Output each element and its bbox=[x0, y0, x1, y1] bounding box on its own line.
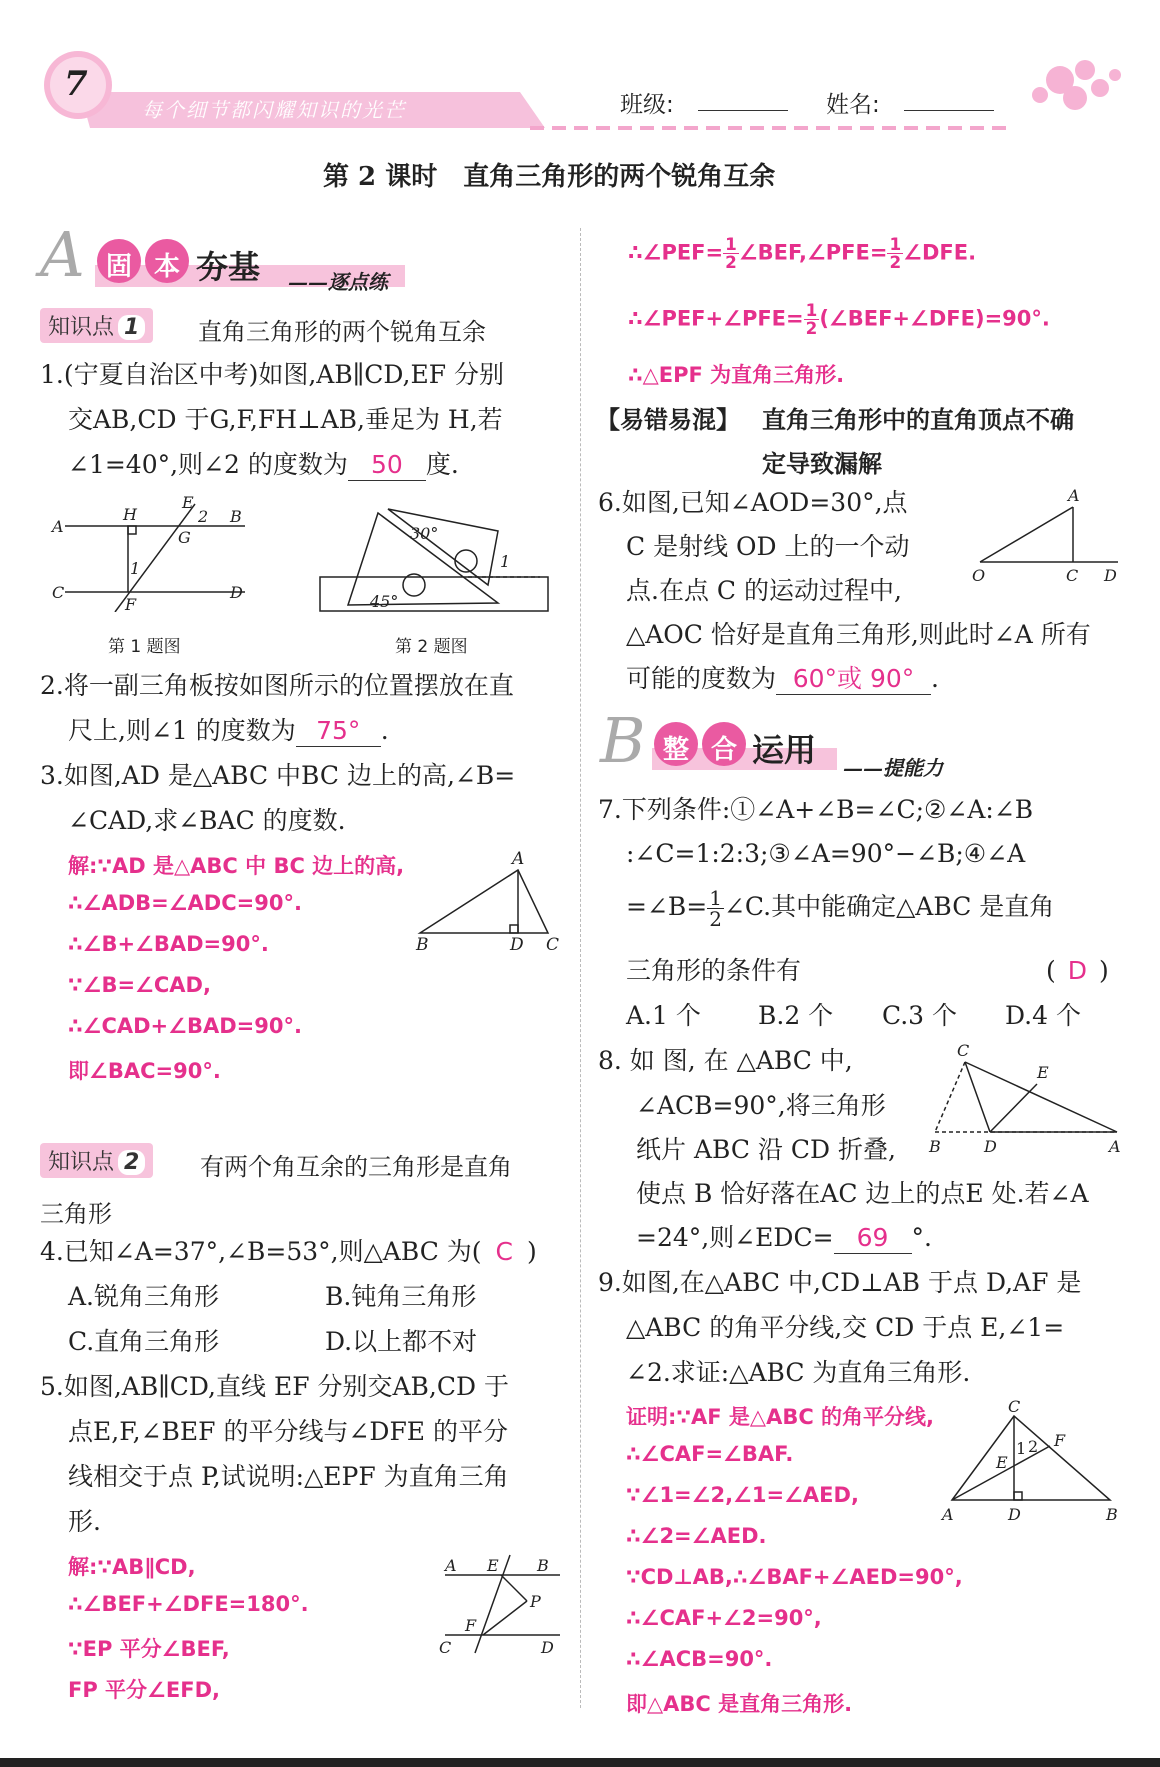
fig5-label-F: F bbox=[465, 1616, 477, 1635]
frac-den: 2 bbox=[889, 251, 902, 272]
q7-option-d: D.4 个 bbox=[1005, 1001, 1081, 1030]
fig5-label-C: C bbox=[439, 1638, 452, 1657]
frac-num: 1 bbox=[805, 300, 818, 320]
q8-line2: ∠ACB=90°,将三角形 bbox=[636, 1091, 886, 1120]
kp-title-cont: 三角形 bbox=[40, 1200, 112, 1228]
q9-solution-line: ∴∠CAF+∠2=90°, bbox=[626, 1606, 822, 1630]
q7-option-a: A.1 个 bbox=[626, 1001, 701, 1030]
class-field[interactable] bbox=[698, 110, 788, 111]
section-title: 运用 bbox=[752, 731, 817, 769]
q7-text: ∠C.其中能确定△ABC 是直角 bbox=[723, 892, 1055, 921]
q7-answer-bracket: ( D ) bbox=[1046, 956, 1109, 985]
q9-solution-line: 证明:∵AF 是△ABC 的角平分线, bbox=[626, 1405, 935, 1429]
q6-text: 可能的度数为 bbox=[626, 664, 777, 693]
figure-6 bbox=[970, 485, 1120, 585]
section-letter: A bbox=[40, 218, 85, 291]
fig1-label-H: H bbox=[123, 505, 137, 524]
q7-line4: 三角形的条件有 bbox=[626, 956, 802, 985]
q9-line1: 9.如图,在△ABC 中,CD⊥AB 于点 D,AF 是 bbox=[598, 1268, 1082, 1297]
name-label: 姓名: bbox=[826, 92, 880, 118]
frac-num: 1 bbox=[889, 234, 902, 254]
kp-label: 知识点 bbox=[48, 1150, 115, 1175]
q9-solution-line: ∵CD⊥AB,∴∠BAF+∠AED=90°, bbox=[626, 1565, 963, 1589]
q6-line4: △AOC 恰好是直角三角形,则此时∠A 所有 bbox=[626, 620, 1091, 649]
kp-title: 有两个角互余的三角形是直角 bbox=[200, 1153, 512, 1181]
fig9-label-B: B bbox=[1106, 1505, 1118, 1524]
q2-text-end: . bbox=[380, 716, 389, 745]
mistake-tag: 【易错易混】 bbox=[596, 406, 740, 434]
fig9-label-C: C bbox=[1008, 1398, 1021, 1416]
kp-title: 直角三角形的两个锐角互余 bbox=[198, 318, 486, 346]
name-field[interactable] bbox=[904, 110, 994, 111]
q6-line5 bbox=[626, 664, 939, 695]
q3-solution-line: ∴∠B+∠BAD=90°. bbox=[68, 932, 269, 956]
q5-solution-line: FP 平分∠EFD, bbox=[68, 1678, 220, 1702]
section-char-2: 合 bbox=[711, 735, 738, 765]
fig6-label-D: D bbox=[1104, 566, 1117, 585]
section-subtitle: ——提能力 bbox=[843, 756, 943, 780]
q7-text: =∠B= bbox=[626, 892, 708, 921]
sol-text: ∠DFE. bbox=[903, 240, 977, 265]
section-title: 夯基 bbox=[196, 248, 261, 286]
q5-solution-line: ∴△EPF 为直角三角形. bbox=[628, 363, 845, 387]
fig6-label-O: O bbox=[972, 566, 986, 585]
fig1-label-D: D bbox=[230, 583, 243, 602]
frac-den: 2 bbox=[805, 317, 818, 338]
fig8-label-C: C bbox=[957, 1041, 970, 1060]
page-number: 7 bbox=[64, 64, 88, 104]
fig8-label-E: E bbox=[1037, 1063, 1049, 1082]
q4-text-end: ) bbox=[527, 1237, 537, 1266]
q1-line3 bbox=[68, 450, 459, 481]
frac-num: 1 bbox=[709, 886, 722, 910]
figure-9 bbox=[940, 1398, 1120, 1528]
fig1-label-B: B bbox=[230, 507, 242, 526]
fig5-label-D: D bbox=[541, 1638, 554, 1657]
q3-solution-line: ∵∠B=∠CAD, bbox=[68, 973, 211, 997]
figure-3 bbox=[410, 848, 560, 953]
q8-text: =24°,则∠EDC= bbox=[636, 1223, 834, 1252]
fig9-label-E: E bbox=[996, 1453, 1008, 1472]
q4-option-a: A.锐角三角形 bbox=[68, 1282, 220, 1311]
fig9-label-1: 1 bbox=[1016, 1439, 1027, 1458]
section-letter: B bbox=[600, 704, 646, 777]
lesson-title: 第 2 课时 直角三角形的两个锐角互余 bbox=[323, 162, 776, 192]
fig1-label-G: G bbox=[178, 528, 191, 547]
kp-number: 1 bbox=[118, 315, 145, 340]
fig3-label-A: A bbox=[512, 849, 525, 869]
q2-line2 bbox=[68, 716, 389, 747]
knowledge-point-badge bbox=[40, 308, 153, 343]
q1-line1: 1.(宁夏自治区中考)如图,AB∥CD,EF 分别 bbox=[40, 360, 505, 389]
q4-answer[interactable]: C bbox=[495, 1237, 513, 1266]
q5-line4: 形. bbox=[68, 1507, 101, 1536]
figure-2-caption: 第 2 题图 bbox=[395, 637, 468, 657]
fig3-label-D: D bbox=[510, 935, 524, 953]
fig6-label-C: C bbox=[1066, 566, 1079, 585]
q8-line1: 8. 如 图, 在 △ABC 中, bbox=[598, 1046, 853, 1075]
figure-8 bbox=[925, 1040, 1130, 1160]
q4-line1 bbox=[40, 1237, 537, 1267]
q5-solution-line: 解:∵AB∥CD, bbox=[68, 1555, 196, 1579]
fig5-label-A: A bbox=[445, 1556, 457, 1575]
decorative-flower-icon bbox=[1032, 60, 1121, 110]
q7-option-c: C.3 个 bbox=[882, 1001, 958, 1030]
fig9-label-A: A bbox=[942, 1505, 954, 1524]
section-char-2: 本 bbox=[154, 252, 181, 282]
sol-text: ∴∠PEF= bbox=[628, 240, 724, 265]
q2-text: 尺上,则∠1 的度数为 bbox=[68, 716, 296, 745]
knowledge-point-badge bbox=[40, 1143, 153, 1178]
q7-line1: 7.下列条件:①∠A+∠B=∠C;②∠A:∠B bbox=[598, 795, 1034, 824]
figure-1 bbox=[50, 492, 255, 612]
q9-line2: △ABC 的角平分线,交 CD 于点 E,∠1= bbox=[626, 1313, 1065, 1342]
mistake-line2: 定导致漏解 bbox=[762, 450, 882, 478]
class-label: 班级: bbox=[620, 92, 674, 118]
q8-line5 bbox=[636, 1223, 932, 1254]
sol-text: ∠BEF,∠PFE= bbox=[738, 240, 888, 265]
q1-line2: 交AB,CD 于G,F,FH⊥AB,垂足为 H,若 bbox=[68, 405, 503, 434]
fig1-label-F: F bbox=[125, 595, 137, 612]
q4-text: 4.已知∠A=37°,∠B=53°,则△ABC 为( bbox=[40, 1237, 482, 1266]
q6-text-end: . bbox=[931, 664, 939, 693]
q5-line3: 线相交于点 P,试说明:△EPF 为直角三角 bbox=[68, 1462, 509, 1491]
fig1-label-1: 1 bbox=[130, 559, 141, 578]
q9-line3: ∠2.求证:△ABC 为直角三角形. bbox=[626, 1358, 971, 1387]
q9-solution-line: ∴∠ACB=90°. bbox=[626, 1647, 773, 1671]
q9-solution-line: ∴∠CAF=∠BAF. bbox=[626, 1442, 794, 1466]
figure-1-caption: 第 1 题图 bbox=[108, 637, 181, 657]
fig1-label-E: E bbox=[182, 493, 194, 512]
column-divider bbox=[580, 228, 581, 1708]
fig8-label-D: D bbox=[984, 1137, 997, 1156]
q7-line2: :∠C=1:2:3;③∠A=90°−∠B;④∠A bbox=[626, 839, 1026, 868]
q4-option-d: D.以上都不对 bbox=[325, 1327, 478, 1356]
q2-line1: 2.将一副三角板按如图所示的位置摆放在直 bbox=[40, 671, 514, 700]
fig5-label-P: P bbox=[530, 1592, 541, 1611]
fig5-label-B: B bbox=[537, 1556, 549, 1575]
sol-text: ∴∠PEF+∠PFE= bbox=[628, 306, 804, 331]
q9-solution-line: 即△ABC 是直角三角形. bbox=[626, 1692, 853, 1716]
section-subtitle: ——逐点练 bbox=[288, 270, 388, 294]
mistake-line1: 直角三角形中的直角顶点不确 bbox=[762, 406, 1074, 434]
section-char-1: 固 bbox=[106, 252, 133, 282]
frac-den: 2 bbox=[709, 907, 722, 931]
fig2-label-45: 45° bbox=[370, 592, 399, 611]
q5-line1: 5.如图,AB∥CD,直线 EF 分别交AB,CD 于 bbox=[40, 1372, 509, 1401]
fig9-label-F: F bbox=[1054, 1431, 1066, 1450]
section-char-1: 整 bbox=[663, 735, 690, 765]
fig8-label-A: A bbox=[1109, 1137, 1121, 1156]
q1-text-end: 度. bbox=[425, 450, 459, 479]
fig8-label-B: B bbox=[929, 1137, 941, 1156]
fig1-label-C: C bbox=[52, 583, 65, 602]
fig5-label-E: E bbox=[487, 1556, 499, 1575]
q6-line1: 6.如图,已知∠AOD=30°,点 bbox=[598, 488, 908, 517]
fig2-label-1: 1 bbox=[500, 552, 511, 571]
q8-line3: 纸片 ABC 沿 CD 折叠, bbox=[636, 1135, 896, 1164]
q4-option-b: B.钝角三角形 bbox=[325, 1282, 477, 1311]
fig1-label-A: A bbox=[52, 517, 64, 536]
frac-den: 2 bbox=[725, 251, 737, 272]
q6-answer[interactable]: 60°或 90° bbox=[776, 664, 931, 695]
kp-label: 知识点 bbox=[48, 315, 115, 340]
q6-line3: 点.在点 C 的运动过程中, bbox=[626, 576, 902, 605]
q8-answer[interactable]: 69 bbox=[834, 1223, 912, 1254]
bottom-bar bbox=[0, 1758, 1160, 1767]
q5-solution-line: ∴∠BEF+∠DFE=180°. bbox=[68, 1592, 309, 1616]
q3-solution-line: 即∠BAC=90°. bbox=[68, 1059, 221, 1083]
q3-solution-line: ∴∠ADB=∠ADC=90°. bbox=[68, 891, 302, 915]
q7-line3 bbox=[626, 888, 1054, 929]
q5-line2: 点E,F,∠BEF 的平分线与∠DFE 的平分 bbox=[68, 1417, 508, 1446]
fig3-label-C: C bbox=[546, 935, 560, 953]
kp-number: 2 bbox=[118, 1150, 145, 1175]
fig1-label-2: 2 bbox=[198, 507, 209, 526]
header-motto: 每个细节都闪耀知识的光芒 bbox=[142, 98, 406, 122]
q3-solution-line: ∴∠CAD+∠BAD=90°. bbox=[68, 1014, 302, 1038]
q5-solution-line bbox=[628, 236, 976, 271]
frac-num: 1 bbox=[725, 234, 737, 254]
q3-solution-line: 解:∵AD 是△ABC 中 BC 边上的高, bbox=[68, 854, 405, 878]
fig9-label-D: D bbox=[1008, 1505, 1021, 1524]
q9-solution-line: ∴∠2=∠AED. bbox=[626, 1524, 767, 1548]
q3-line2: ∠CAD,求∠BAC 的度数. bbox=[68, 806, 346, 835]
sol-text: (∠BEF+∠DFE)=90°. bbox=[819, 306, 1050, 331]
q6-line2: C 是射线 OD 上的一个动 bbox=[626, 532, 910, 561]
fig9-label-2: 2 bbox=[1028, 1437, 1039, 1456]
q8-line4: 使点 B 恰好落在AC 边上的点E 处.若∠A bbox=[636, 1179, 1089, 1208]
fig3-label-B: B bbox=[416, 935, 429, 953]
figure-5 bbox=[435, 1553, 565, 1658]
q4-option-c: C.直角三角形 bbox=[68, 1327, 220, 1356]
q7-option-b: B.2 个 bbox=[758, 1001, 834, 1030]
q5-solution-line: ∵EP 平分∠BEF, bbox=[68, 1637, 230, 1661]
q2-answer[interactable]: 75° bbox=[296, 716, 381, 747]
q8-text-end: °. bbox=[911, 1223, 932, 1252]
q5-solution-line bbox=[628, 302, 1050, 337]
figure-2 bbox=[318, 505, 553, 615]
fig2-label-30: 30° bbox=[410, 524, 439, 543]
q9-solution-line: ∵∠1=∠2,∠1=∠AED, bbox=[626, 1483, 859, 1507]
fig6-label-A: A bbox=[1068, 486, 1080, 505]
q3-line1: 3.如图,AD 是△ABC 中BC 边上的高,∠B= bbox=[40, 761, 516, 790]
q1-answer[interactable]: 50 bbox=[348, 450, 426, 481]
q7-answer[interactable]: D bbox=[1067, 956, 1088, 985]
q1-text: ∠1=40°,则∠2 的度数为 bbox=[68, 450, 348, 479]
